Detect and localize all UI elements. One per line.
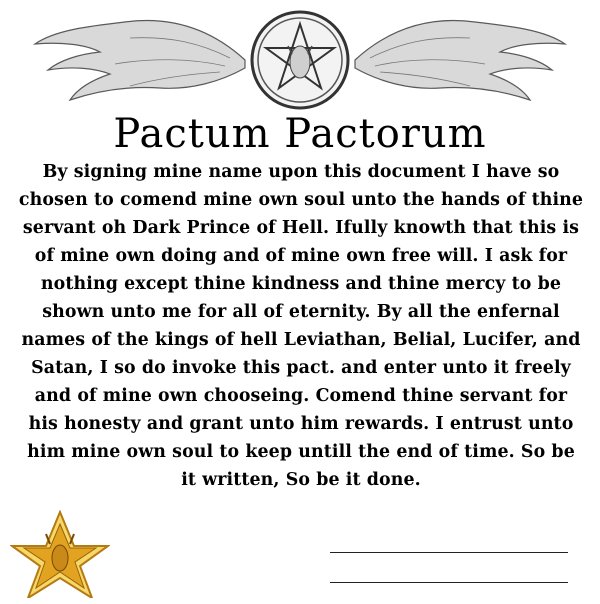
goat-pentagram-seal-icon	[10, 510, 110, 598]
winged-pentagram-emblem-icon	[30, 8, 570, 112]
signature-line	[330, 582, 568, 583]
pact-body-text: By signing mine name upon this document I have so chosen to comend mine own soul unto the hands of thine servant oh Dark Prince of Hell. Ifully knowth that this is of mine own doing and of mine own free will. I ask for nothing except thine kindness and thine mercy to be shown unto me for all of eternity. By all the enfernal names of the kings of hell Leviathan, Belial, Lucifer, and Satan, I so do invoke this pact. and enter unto it freely and of mine own chooseing. Comend thine servant for his honesty and grant unto him rewards. I entrust unto him mine own soul to keep untill the end of time. So be it written, So be it done.	[18, 162, 584, 490]
signature-line	[330, 552, 568, 553]
document-title: Pactum Pactorum	[113, 111, 487, 157]
